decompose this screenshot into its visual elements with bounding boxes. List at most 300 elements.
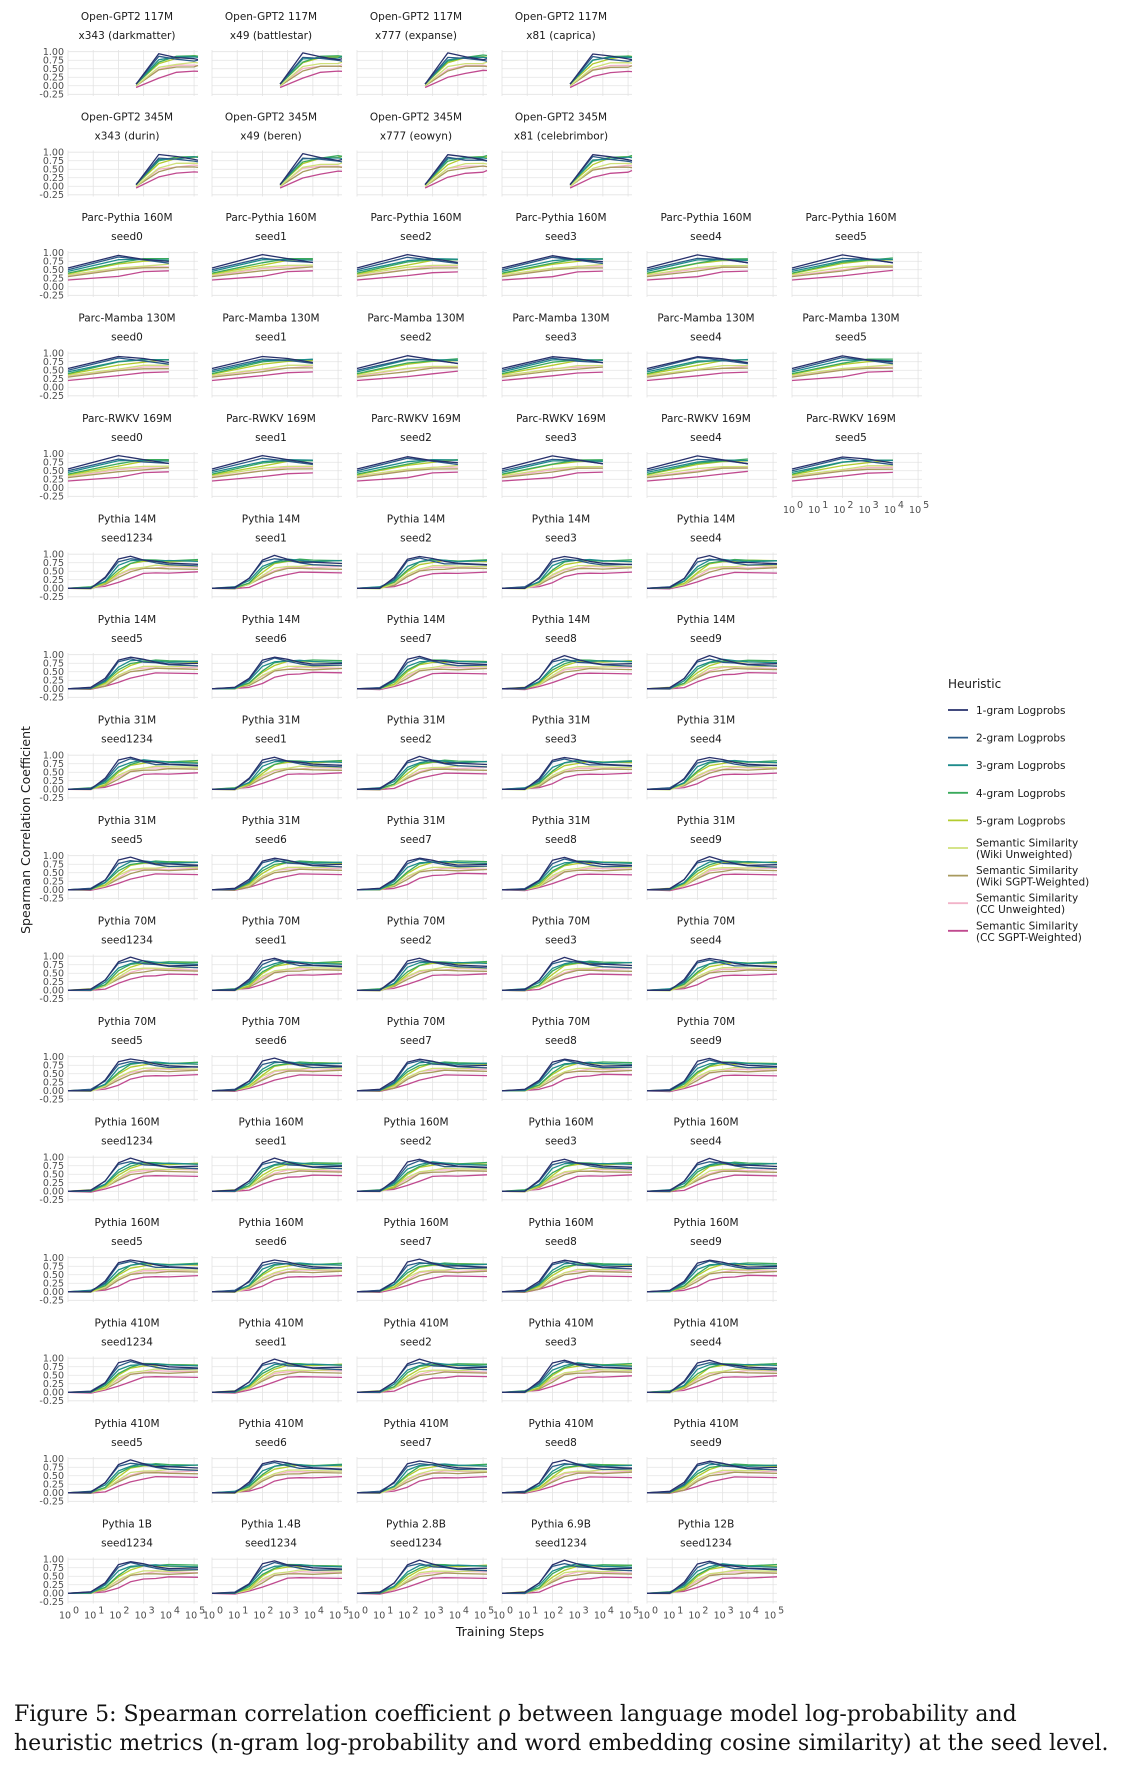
panel-subtitle: seed5	[111, 1035, 143, 1047]
x-tick-label: 10	[329, 1610, 342, 1622]
x-tick-label: 10	[593, 1610, 606, 1622]
y-tick-label: 0.00	[42, 683, 64, 695]
y-tick-label: 0.50	[42, 164, 64, 176]
x-tick-exponent: 2	[557, 1605, 564, 1617]
panel-title: Pythia 14M	[386, 614, 446, 626]
panel-title: Parc-Pythia 160M	[515, 212, 607, 224]
y-tick-label: -0.25	[39, 1194, 64, 1206]
y-tick-label: 0.75	[42, 758, 64, 770]
panel	[212, 313, 342, 398]
y-tick-label: -0.25	[39, 89, 64, 101]
panel-title: Parc-Pythia 160M	[81, 212, 173, 224]
y-tick-label: 1.00	[42, 247, 64, 259]
x-tick-exponent: 3	[148, 1605, 155, 1617]
x-tick-exponent: 1	[98, 1605, 105, 1617]
panel	[39, 514, 198, 603]
y-tick-label: 1.00	[42, 850, 64, 862]
panel	[493, 1519, 639, 1622]
series-line-s3	[212, 1471, 342, 1493]
x-tick-label: 10	[278, 1610, 291, 1622]
x-tick-exponent: 2	[412, 1605, 419, 1617]
y-tick-label: 1.00	[42, 1453, 64, 1465]
y-tick-label: 0.75	[42, 155, 64, 167]
panel-title: Open-GPT2 345M	[369, 111, 463, 124]
panel-title: Pythia 410M	[673, 1317, 739, 1330]
series-line-s4	[68, 874, 198, 890]
panel-title: Pythia 31M	[531, 714, 591, 727]
x-tick-label: 10	[373, 1610, 386, 1622]
x-tick-exponent: 0	[362, 1605, 369, 1617]
y-tick-label: -0.25	[39, 1596, 64, 1608]
series-line-s2	[68, 769, 198, 790]
y-tick-label: 0.25	[42, 976, 64, 988]
panel-subtitle: seed8	[545, 633, 577, 645]
panel-title: Pythia 14M	[676, 614, 736, 626]
y-tick-label: 0.75	[42, 457, 64, 469]
panel-title: Pythia 1.4B	[241, 1518, 301, 1531]
panel-title: Pythia 160M	[673, 1116, 739, 1129]
series-line-s4	[357, 572, 487, 588]
x-tick-exponent: 0	[507, 1605, 514, 1617]
panel-subtitle: seed6	[255, 1035, 287, 1047]
series-line-s3	[357, 1471, 487, 1493]
panel-title: Parc-Mamba 130M	[78, 312, 176, 325]
y-tick-label: 0.00	[42, 1186, 64, 1198]
y-tick-label: 1.00	[42, 750, 64, 762]
legend-label: Semantic Similarity	[976, 865, 1079, 878]
y-tick-label: 0.25	[42, 1579, 64, 1591]
series-line-s2	[502, 1372, 632, 1393]
x-tick-label: 10	[782, 505, 796, 516]
panel-title: Parc-Mamba 130M	[367, 312, 465, 325]
y-tick-label: 0.25	[42, 273, 64, 285]
y-tick-label: 0.50	[42, 63, 64, 75]
panel	[39, 1217, 198, 1306]
y-tick-label: 1.00	[42, 951, 64, 963]
panel-title: Parc-Pythia 160M	[225, 212, 317, 224]
series-line-s2	[68, 668, 198, 689]
panel-subtitle: seed4	[690, 934, 722, 947]
y-tick-label: 0.50	[42, 1068, 64, 1080]
panel	[647, 614, 777, 699]
series-line-s4	[647, 974, 777, 990]
panel-subtitle: seed2	[400, 432, 432, 444]
x-tick-exponent: 2	[267, 1605, 274, 1617]
panel	[357, 715, 487, 800]
panel-title: Open-GPT2 117M	[80, 11, 174, 23]
panel-subtitle: seed1	[255, 1336, 287, 1349]
series-line-s4	[68, 1075, 198, 1091]
panel-subtitle: seed1234	[101, 733, 153, 746]
x-tick-label: 10	[423, 1610, 436, 1622]
series-line-h3	[502, 1163, 632, 1191]
panel	[357, 1418, 487, 1503]
panel-title: Pythia 160M	[528, 1116, 594, 1129]
panel-subtitle: seed0	[111, 432, 143, 444]
x-tick-exponent: 1	[677, 1605, 684, 1617]
panel-title: Pythia 160M	[673, 1217, 739, 1229]
panel-title: Pythia 160M	[238, 1217, 304, 1229]
series-line-s1	[68, 1269, 198, 1292]
legend	[948, 677, 1089, 944]
panel-subtitle: x81 (celebrimbor)	[513, 130, 609, 143]
panel-title: Parc-RWKV 169M	[516, 413, 606, 425]
series-line-s3	[502, 767, 632, 789]
panel	[212, 514, 342, 599]
series-line-s4	[212, 1075, 342, 1091]
y-tick-label: 0.50	[42, 767, 64, 779]
x-tick-exponent: 0	[652, 1605, 659, 1617]
y-tick-label: 0.50	[42, 465, 64, 477]
panel-subtitle: seed2	[400, 331, 432, 344]
y-tick-label: 0.75	[42, 557, 64, 569]
y-tick-label: 0.75	[42, 55, 64, 67]
legend-item	[948, 705, 1066, 717]
y-tick-label: 0.50	[42, 1571, 64, 1583]
y-tick-label: -0.25	[39, 189, 64, 201]
panel-subtitle: x777 (expanse)	[375, 30, 457, 42]
y-tick-label: -0.25	[39, 290, 64, 302]
panel-title: Pythia 410M	[94, 1317, 160, 1330]
legend-label: 5-gram Logprobs	[976, 815, 1066, 828]
panel-subtitle: seed6	[255, 1236, 287, 1248]
y-tick-label: 0.50	[42, 666, 64, 678]
panel-subtitle: seed9	[690, 1035, 722, 1047]
panel-title: Pythia 160M	[94, 1217, 160, 1229]
series-line-s4	[647, 673, 777, 689]
panel-subtitle: seed5	[835, 231, 867, 243]
x-tick-exponent: 5	[199, 1605, 206, 1617]
x-tick-exponent: 4	[462, 1605, 469, 1617]
panel-title: Pythia 70M	[531, 915, 591, 928]
panel-title: Pythia 14M	[676, 513, 736, 526]
panel-title: Pythia 410M	[238, 1317, 304, 1330]
series-line-s4	[68, 974, 198, 990]
panel-title: Pythia 31M	[241, 714, 301, 727]
panel	[357, 1217, 487, 1302]
series-line-s4	[212, 1175, 342, 1191]
panel	[502, 1418, 632, 1503]
panel-title: Pythia 410M	[383, 1317, 449, 1330]
y-tick-label: 0.00	[42, 1085, 64, 1097]
panel-title: Pythia 14M	[531, 513, 591, 526]
panel-subtitle: seed1234	[101, 532, 153, 545]
series-line-s4	[212, 1276, 342, 1292]
panel-subtitle: seed3	[545, 331, 577, 344]
y-tick-label: 0.75	[42, 959, 64, 971]
x-tick-exponent: 5	[343, 1605, 350, 1617]
y-tick-label: 0.75	[42, 658, 64, 670]
panel	[647, 715, 777, 800]
panel	[39, 1318, 198, 1407]
y-tick-label: 0.50	[42, 968, 64, 980]
legend-label: Semantic Similarity	[976, 920, 1079, 933]
panel-title: Pythia 160M	[528, 1217, 594, 1229]
panel-title: Pythia 410M	[383, 1418, 449, 1430]
y-tick-label: 0.25	[42, 876, 64, 888]
panel-subtitle: seed1	[255, 733, 287, 746]
panel	[357, 1117, 487, 1202]
panel-title: Parc-Mamba 130M	[222, 312, 320, 325]
y-tick-label: 0.50	[42, 1269, 64, 1281]
panel-subtitle: seed1	[255, 331, 287, 344]
panel-subtitle: seed7	[400, 1035, 432, 1047]
y-tick-label: 0.00	[42, 1286, 64, 1298]
series-line-s4	[647, 1477, 777, 1493]
x-tick-exponent: 5	[778, 1605, 785, 1617]
series-line-s3	[68, 969, 198, 991]
panel	[647, 1418, 777, 1503]
panel	[647, 1217, 777, 1302]
x-tick-label: 10	[134, 1610, 147, 1622]
y-tick-label: 0.00	[42, 1588, 64, 1600]
panel	[502, 1117, 632, 1202]
x-tick-exponent: 3	[727, 1605, 734, 1617]
series-line-s3	[357, 566, 487, 588]
series-line-s4	[212, 874, 342, 890]
panel	[212, 212, 342, 297]
x-tick-exponent: 0	[797, 500, 804, 511]
panel	[502, 916, 632, 1001]
panel-title: Parc-Pythia 160M	[805, 212, 897, 224]
y-tick-label: 0.00	[42, 583, 64, 595]
panel	[357, 614, 487, 699]
panel-subtitle: seed1234	[101, 1135, 153, 1148]
panel-title: Pythia 70M	[386, 915, 446, 928]
x-tick-exponent: 4	[897, 500, 904, 511]
series-line-s3	[68, 1270, 198, 1292]
panel	[357, 815, 487, 900]
series-line-s3	[212, 1270, 342, 1292]
panel-subtitle: seed5	[111, 1437, 143, 1449]
x-tick-label: 10	[713, 1610, 726, 1622]
series-line-s4	[502, 773, 632, 789]
panel-subtitle: seed5	[111, 834, 143, 846]
y-tick-label: 0.25	[42, 1077, 64, 1089]
y-tick-label: 1.00	[42, 147, 64, 159]
legend-label: 3-gram Logprobs	[976, 760, 1066, 773]
series-line-s3	[212, 1170, 342, 1192]
series-line-s4	[357, 1276, 487, 1292]
panel-title: Parc-Pythia 160M	[660, 212, 752, 224]
panel	[502, 514, 632, 599]
panel	[502, 11, 632, 96]
series-line-s3	[647, 667, 777, 689]
y-tick-label: 0.00	[42, 1487, 64, 1499]
series-line-s4	[212, 1477, 342, 1493]
x-tick-label: 10	[448, 1610, 461, 1622]
series-line-h3	[212, 761, 342, 789]
y-tick-label: 1.00	[42, 1051, 64, 1063]
y-tick-label: 0.25	[42, 1378, 64, 1390]
x-tick-label: 10	[398, 1610, 411, 1622]
panel-subtitle: x49 (beren)	[240, 130, 302, 143]
x-tick-exponent: 1	[822, 500, 829, 511]
panel-subtitle: seed1	[255, 231, 287, 243]
panel	[502, 112, 632, 197]
panel-title: Pythia 410M	[673, 1418, 739, 1430]
panel-subtitle: seed1234	[680, 1537, 732, 1550]
y-tick-label: 0.00	[42, 985, 64, 997]
y-tick-label: 0.25	[42, 1278, 64, 1290]
series-line-s4	[502, 1577, 632, 1593]
panel-title: Pythia 70M	[676, 1016, 736, 1028]
y-tick-label: -0.25	[39, 390, 64, 402]
panel	[792, 313, 922, 398]
panel-subtitle: x81 (caprica)	[526, 30, 596, 42]
panel-subtitle: seed1234	[245, 1537, 297, 1550]
panel-title: Pythia 14M	[386, 513, 446, 526]
y-tick-label: -0.25	[39, 792, 64, 804]
x-tick-label: 10	[303, 1610, 316, 1622]
y-tick-label: 0.50	[42, 1370, 64, 1382]
y-tick-label: 0.00	[42, 784, 64, 796]
panel-subtitle: seed8	[545, 1236, 577, 1248]
x-tick-label: 10	[253, 1610, 266, 1622]
legend-label: (CC Unweighted)	[976, 904, 1066, 917]
x-tick-label: 10	[84, 1610, 97, 1622]
x-tick-exponent: 4	[607, 1605, 614, 1617]
panel-subtitle: seed2	[400, 934, 432, 947]
panel	[212, 1016, 342, 1101]
panel-title: Pythia 6.9B	[531, 1518, 591, 1531]
x-tick-exponent: 0	[217, 1605, 224, 1617]
series-line-s4	[68, 1276, 198, 1292]
panel-subtitle: seed3	[545, 1336, 577, 1349]
panel-title: Pythia 160M	[383, 1217, 449, 1229]
x-tick-label: 10	[228, 1610, 241, 1622]
series-line-s2	[502, 1271, 632, 1292]
series-line-h3	[357, 962, 487, 990]
panel-title: Parc-Pythia 160M	[370, 212, 462, 224]
legend-label: Semantic Similarity	[976, 892, 1079, 905]
panel-title: Pythia 31M	[386, 714, 446, 727]
y-tick-label: 0.25	[42, 1479, 64, 1491]
panel	[647, 815, 777, 900]
panel-subtitle: seed5	[111, 633, 143, 645]
series-line-s1	[502, 767, 632, 790]
series-line-s2	[212, 970, 342, 991]
series-line-s1	[357, 566, 487, 589]
y-tick-label: 0.75	[42, 1261, 64, 1273]
x-tick-exponent: 5	[488, 1605, 495, 1617]
panel-subtitle: seed3	[545, 934, 577, 947]
panel-subtitle: seed2	[400, 733, 432, 746]
y-tick-label: 0.25	[42, 474, 64, 486]
y-tick-label: 0.50	[42, 1470, 64, 1482]
panel-subtitle: seed4	[690, 231, 722, 243]
series-line-s4	[502, 974, 632, 991]
panel-subtitle: seed4	[690, 733, 722, 746]
panel-subtitle: seed8	[545, 1437, 577, 1449]
panel-title: Open-GPT2 117M	[514, 11, 608, 23]
x-tick-label: 10	[738, 1610, 751, 1622]
panel	[502, 815, 632, 900]
series-line-s2	[502, 1472, 632, 1493]
x-tick-exponent: 4	[173, 1605, 180, 1617]
series-line-s4	[68, 1477, 198, 1494]
panel	[39, 614, 198, 703]
series-line-s2	[357, 1070, 487, 1091]
panel	[357, 916, 487, 1001]
y-tick-label: -0.25	[39, 692, 64, 704]
x-tick-label: 10	[568, 1610, 581, 1622]
series-line-s4	[357, 773, 487, 790]
series-line-s2	[68, 1070, 198, 1091]
x-tick-label: 10	[663, 1610, 676, 1622]
panel	[502, 313, 632, 398]
panel-subtitle: seed1234	[101, 1537, 153, 1550]
panel-subtitle: x343 (darkmatter)	[78, 30, 176, 42]
panel	[357, 313, 487, 398]
series-line-s1	[212, 1470, 342, 1493]
panel	[357, 1016, 487, 1101]
y-tick-label: 0.00	[42, 382, 64, 394]
y-tick-label: 1.00	[42, 348, 64, 360]
panel	[203, 1519, 349, 1622]
panel-title: Pythia 14M	[241, 513, 301, 526]
panel-title: Open-GPT2 117M	[369, 11, 463, 23]
panel	[39, 1418, 198, 1507]
panel-title: Pythia 31M	[676, 714, 736, 727]
legend-label: Semantic Similarity	[976, 837, 1079, 850]
panel-subtitle: seed4	[690, 1336, 722, 1349]
y-tick-label: -0.25	[39, 1395, 64, 1407]
series-line-s2	[357, 1472, 487, 1493]
panel-subtitle: seed4	[690, 1135, 722, 1148]
y-tick-label: 1.00	[42, 448, 64, 460]
panel	[212, 916, 342, 1001]
panel	[212, 1117, 342, 1202]
panel	[502, 413, 632, 498]
series-line-s2	[647, 769, 777, 790]
panel-subtitle: x343 (durin)	[94, 130, 160, 143]
panel-subtitle: seed5	[111, 1236, 143, 1248]
series-line-s2	[212, 869, 342, 890]
panel-subtitle: seed3	[545, 1135, 577, 1148]
series-line-s2	[647, 1472, 777, 1493]
series-line-s4	[502, 1276, 632, 1292]
panel-title: Parc-RWKV 169M	[371, 413, 461, 425]
x-tick-label: 10	[474, 1610, 487, 1622]
y-tick-label: 1.00	[42, 549, 64, 561]
panel-subtitle: seed1234	[101, 1336, 153, 1349]
series-line-s2	[212, 1070, 342, 1091]
panel-title: Parc-RWKV 169M	[806, 413, 896, 425]
panel-title: Pythia 410M	[238, 1418, 304, 1430]
legend-item	[948, 760, 1066, 772]
y-tick-label: 0.00	[42, 482, 64, 494]
panel	[212, 1418, 342, 1503]
panel-subtitle: seed1	[255, 934, 287, 947]
panel	[502, 1318, 632, 1403]
series-line-s4	[647, 572, 777, 588]
x-tick-label: 10	[492, 1610, 506, 1622]
panel-title: Pythia 2.8B	[386, 1518, 446, 1531]
y-tick-label: -0.25	[39, 491, 64, 503]
x-tick-exponent: 1	[387, 1605, 394, 1617]
panel-subtitle: x777 (eowyn)	[379, 130, 453, 143]
panel	[39, 1519, 205, 1622]
y-tick-label: 0.75	[42, 1562, 64, 1574]
panel-title: Open-GPT2 117M	[224, 11, 318, 23]
series-line-s1	[647, 968, 777, 991]
legend-label: 4-gram Logprobs	[976, 787, 1066, 800]
y-tick-label: 0.75	[42, 356, 64, 368]
series-line-s3	[502, 566, 632, 588]
series-line-s3	[357, 1371, 487, 1393]
y-tick-label: -0.25	[39, 893, 64, 905]
